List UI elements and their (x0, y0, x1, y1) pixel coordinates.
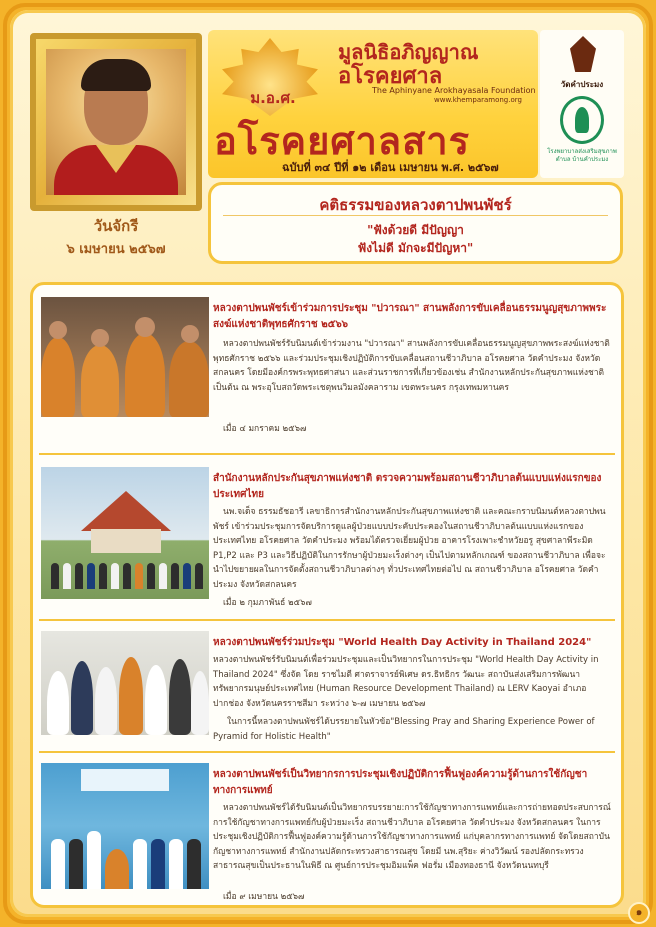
temple-logo-text: วัดคำประมง (560, 80, 604, 89)
news-item-3 (33, 631, 621, 755)
newsletter-title: อโรคยศาลสาร (214, 119, 471, 163)
king-portrait (30, 33, 202, 211)
day-date: ๖ เมษายน ๒๕๖๗ (66, 242, 166, 257)
foundation-name-th-2: อโรคยศาล (338, 64, 443, 89)
news-item-1 (33, 297, 621, 445)
foundation-name-th-1: มูลนิธิอภิญญาณ (338, 40, 479, 64)
teaching-box (208, 182, 623, 264)
news-title: หลวงตาปพนพัชร์เป็นวิทยากรการประชุมเชิงปฏิบัติการฟื้นฟูองค์ความรู้ด้านการใช้กัญชาทางการแพทย์ (213, 769, 588, 796)
news-body: หลวงตาปพนพัชร์ได้รับนิมนต์เป็นวิทยากรบรรยาย:การใช้กัญชาทางการแพทย์และการถ่ายทอดประสบการณ์การใช้กัญชาทางการแพทย์กับผู้ป่วยมะเร็ง สถานชีวาภิบาล อโรคยศาล วัดคำประมง จังหวัดสกลนคร ในการประชุมเชิงปฏิบัติการฟื้นฟูองค์ความรู้ด้านการใช้กัญชาทางการแพทย์ แก่บุคลากรทางการแพทย์ จัดโดยสถาบันกัญชาทางการแพทย์ สำนักงานปลัดกระทรวงสาธารณสุข โดยมี นพ.สุริยะ ค่างวิวัฒน์ รองปลัดกระทรวงสาธารณสุขเป็นประธานในพิธี ณ ศูนย์การประชุมอิมแพ็ค ฟอรั่ม เมืองทองธานี จังหวัดนนทบุรี (213, 803, 611, 871)
news-date: เมื่อ ๙ เมษายน ๒๕๖๗ (223, 892, 305, 902)
teaching-quote-line1: "ฟังด้วยดี มีปัญญา (367, 223, 464, 237)
hospital-logo-text: โรงพยาบาลส่งเสริมสุขภาพตำบล บ้านคำประมง (547, 148, 617, 163)
news-photo-monks (41, 297, 209, 417)
foundation-name-en: The Aphinyane Arokhayasala Foundation (372, 86, 536, 95)
news-body: หลวงตาปพนพัชร์รับนิมนต์เพื่อร่วมประชุมและเป็นวิทยากรในการประชุม "World Health Day Activity in Thailand 2024" ซึ่งจัด โดย ราชไมตี ศาตราจารย์พิเศษ ดร.ธิทธิกร วัฒนะ สถาบันส่งเสริมการพัฒนาทรัพยากรมนุษย์ประเทศไทย (Human Resource Development Thailand) ณ LERV Kaoyai อำเภอปากช่อง จังหวัดนครราชสีมา ระหว่าง ๖-๗ เมษายน ๒๕๖๗ (213, 655, 599, 709)
news-title: หลวงตาปพนพัชร์เข้าร่วมการประชุม "ปวารณา" สานพลังการขับเคลื่อนธรรมนูญสุขภาพพระสงฆ์แห่งชาติพุทธศักราช ๒๕๖๖ (213, 303, 607, 330)
news-photo-stage (41, 763, 209, 889)
news-item-2 (33, 467, 621, 617)
news-body-2: ในการนี้หลวงตาปพนพัชร์ได้บรรยายในหัวข้อ"Blessing Pray and Sharing Experience Power of Pyramid for Holistic Health" (213, 717, 595, 742)
news-date: เมื่อ ๒ กุมภาพันธ์ ๒๕๖๗ (223, 598, 312, 608)
news-panel (30, 282, 624, 908)
teaching-quote-line2: ฟังไม่ดี มักจะมีปัญหา" (357, 241, 474, 255)
news-divider (39, 751, 615, 753)
news-title: สำนักงานหลักประกันสุขภาพแห่งชาติ ตรวจความพร้อมสถานชีวาภิบาลต้นแบบแห่งแรกของประเทศไทย (213, 473, 602, 500)
news-body: นพ.จเด็จ ธรรมธัชอารี เลขาธิการสำนักงานหลักประกันสุขภาพแห่งชาติ และคณะกราบนิมนต์หลวงตาปพนพัชร์ เข้าร่วมประชุมการจัดบริการดูแลผู้ป่วยแบบประคับประคองในสถานชีวาภิบาลต้นแบบแห่งแรกของประเทศไทย อโรคยศาล วัดคำประมง พร้อมได้ตรวจเยี่ยมผู้ป่วย อาคารโรงเพาะชำหวัยอรู สุขศาลาพีระมิด P1,P2 และ P3 และวิธีปฏิบัติในการรักษาผู้ป่วยมะเร็งต่างๆ เป็นไปตามหลักเกณฑ์ ของสถานชีวาภิบาล เพื่อจะนำไปขยายผลในการจัดตั้งสถานชีวาภิบาลต่างๆ ทั่วประเทศไทยต่อไป ณ สถานชีวาภิบาล อโรคยศาล วัดคำประมง จังหวัดสกลนคร (213, 507, 606, 590)
news-photo-building (41, 467, 209, 599)
news-divider (39, 453, 615, 455)
teaching-divider (223, 215, 608, 216)
portrait-image (46, 49, 186, 195)
temple-logo-icon (570, 36, 596, 72)
page-number: ๑ (628, 902, 650, 924)
issue-line: ฉบับที่ ๓๔ ปีที่ ๑๒ เดือน เมษายน พ.ศ. ๒๕๖๗ (282, 161, 499, 174)
teaching-title: คติธรรมของหลวงตาปพนพัชร์ (319, 196, 512, 214)
news-item-4 (33, 763, 621, 903)
news-title: หลวงตาปพนพัชร์ร่วมประชุม "World Health Day Activity in Thailand 2024" (213, 637, 592, 648)
partner-logos (540, 30, 624, 178)
day-label: วันจักรี (93, 217, 139, 235)
foundation-website[interactable]: www.khemparamong.org (434, 96, 522, 104)
news-date: เมื่อ ๔ มกราคม ๒๕๖๗ (223, 424, 307, 434)
news-body: หลวงตาปพนพัชร์รับนิมนต์เข้าร่วมงาน "ปวารณา" สานพลังการขับเคลื่อนธรรมนูญสุขภาพพระสงฆ์แห่งชาติพุทธศักราช ๒๕๖๖ และร่วมประชุมเชิงปฏิบัติการขับเคลื่อนสถานชีวาภิบาล อโรคยศาล วัดคำประมง จังหวัดสกลนคร โดยมีองค์กรพระพุทธศาสนา และส่วนราชการที่เกี่ยวข้องเช่น สำนักงานหลักประกันสุขภาพแห่งชาติเป็นต้น ณ พระอุโบสถวัดพระเชตุพนวิมลมังคลาราม เขตพระนคร กรุงเทพมหานคร (213, 339, 610, 393)
hospital-logo-icon (560, 96, 604, 144)
masthead (208, 30, 538, 178)
news-photo-group (41, 631, 209, 735)
logo-text: ม.อ.ศ. (250, 89, 296, 107)
portrait-hair (81, 59, 151, 91)
news-divider (39, 619, 615, 621)
